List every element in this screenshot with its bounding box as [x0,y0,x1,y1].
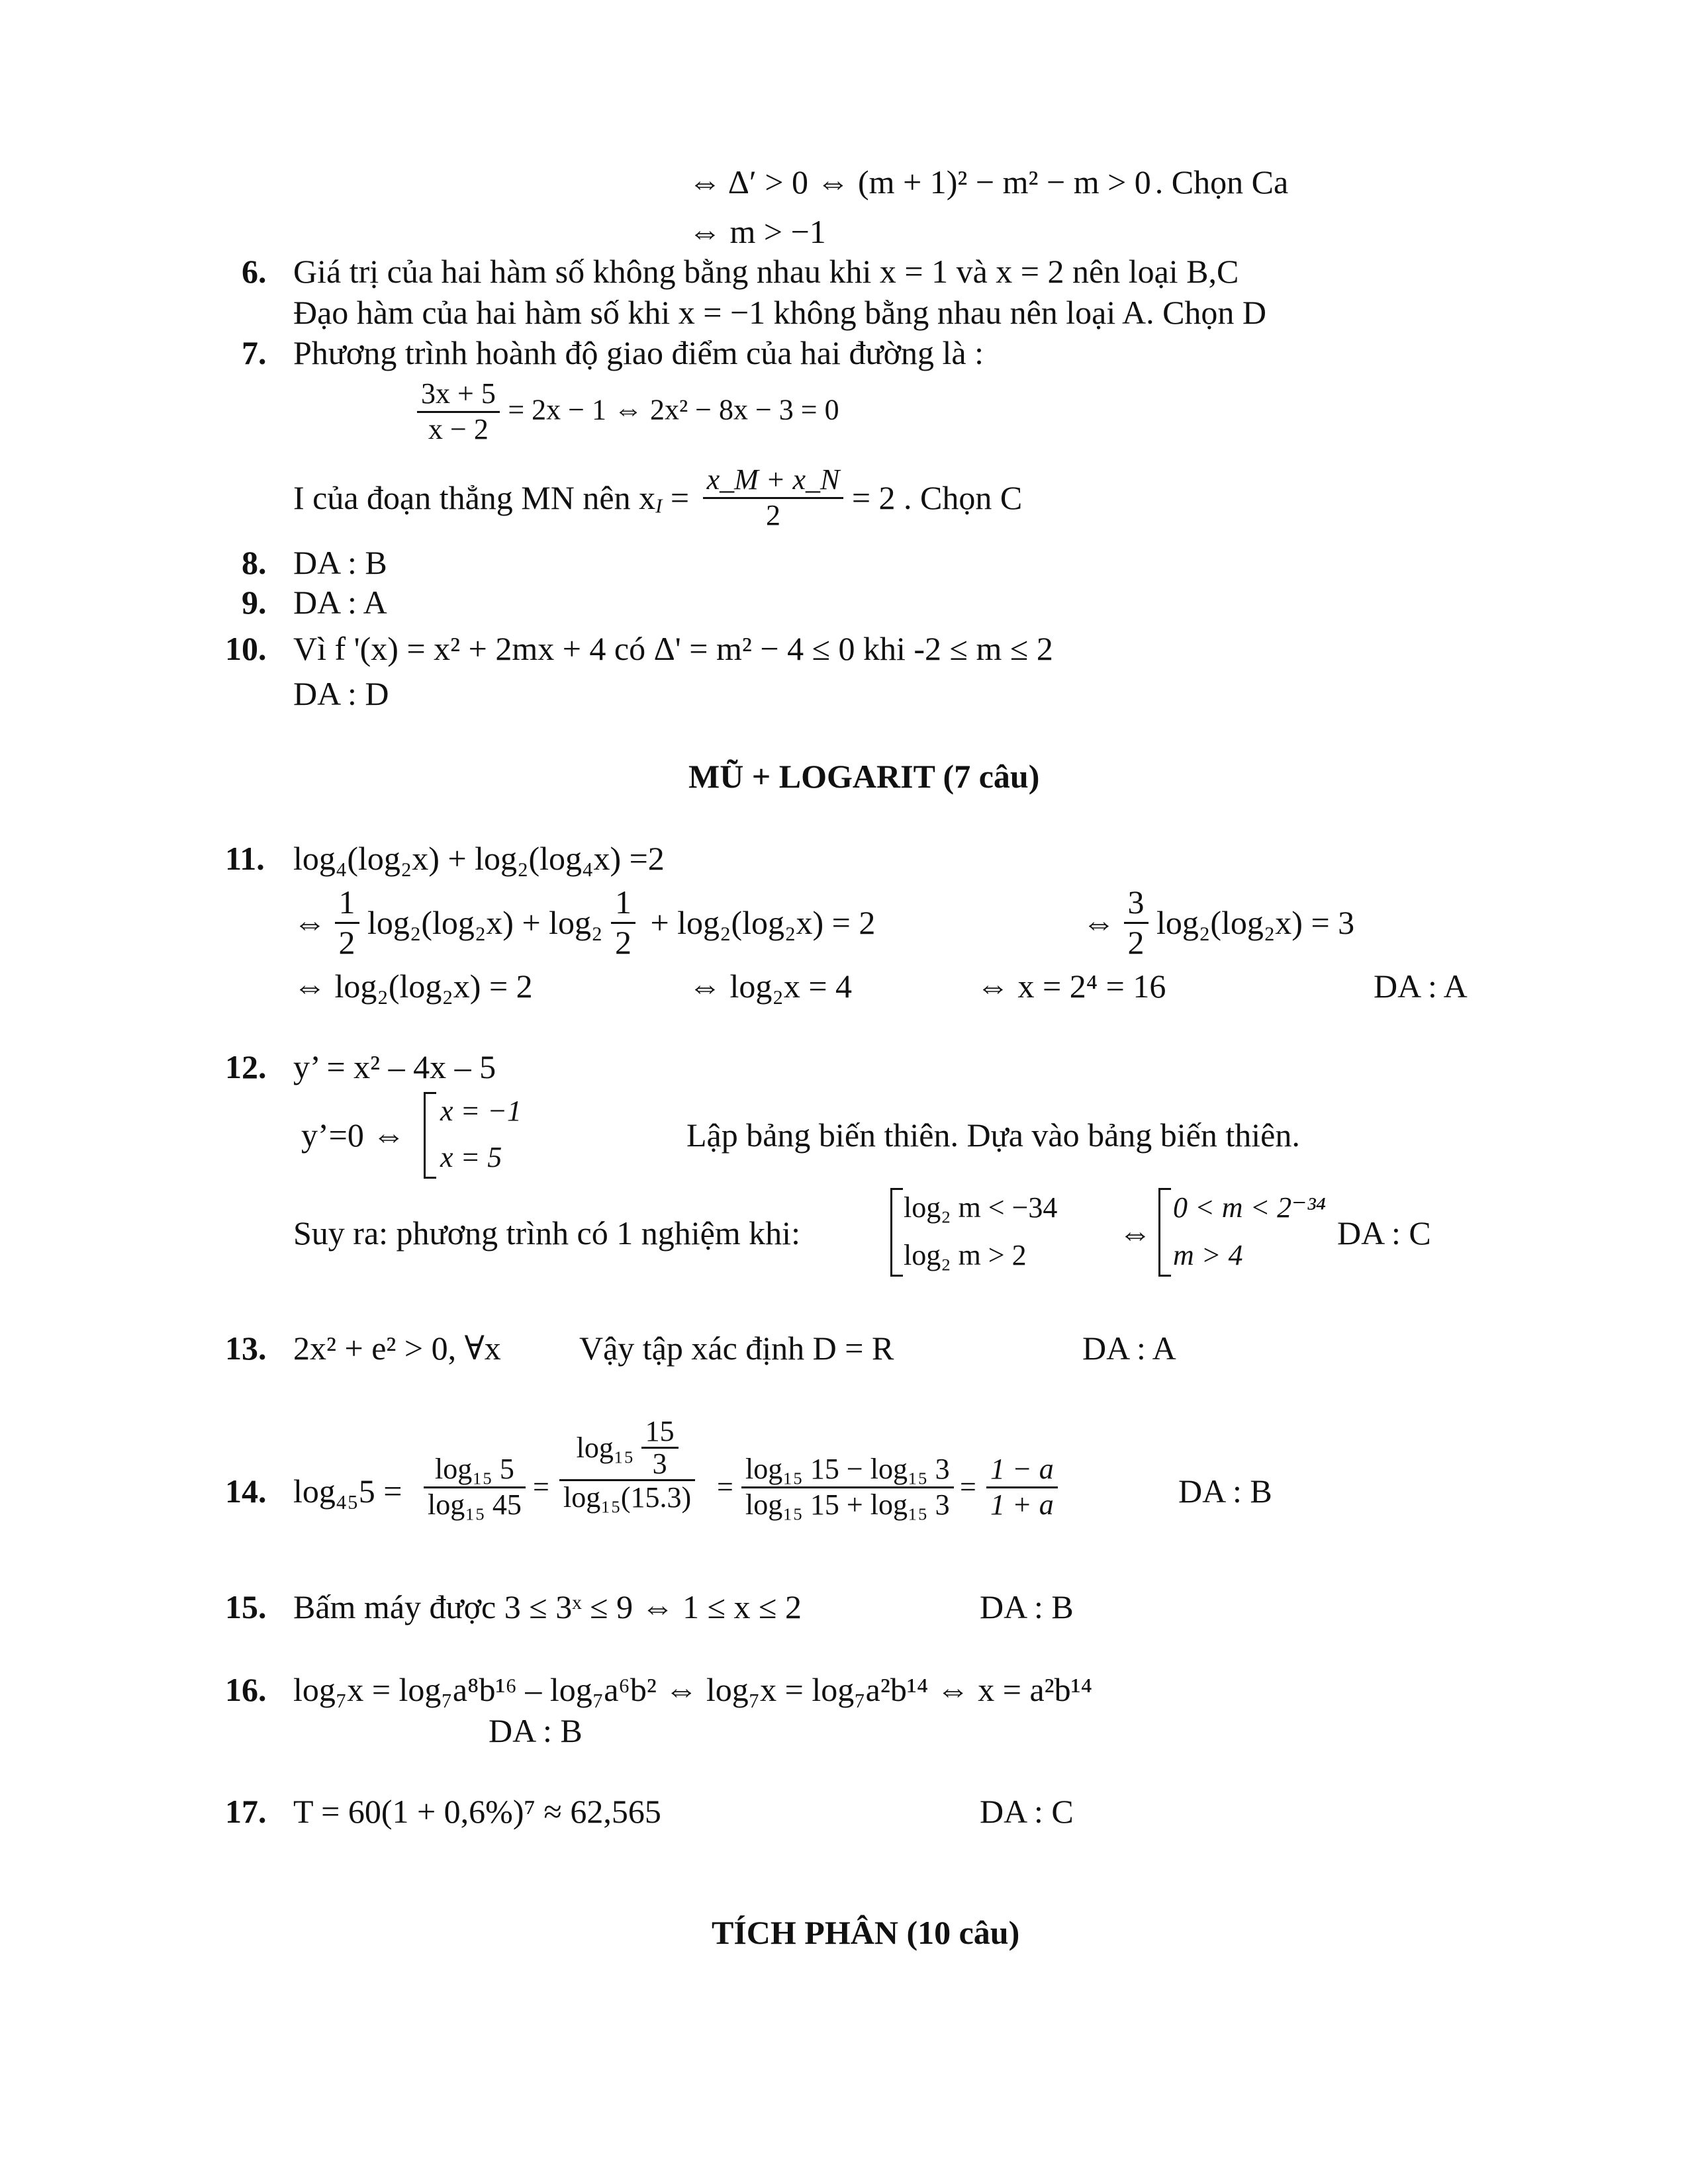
q12-cond-1: log₂ m < −34 [904,1191,1058,1224]
q7-midpoint: I của đoạn thẳng MN nên $x_I$ = $\frac{x\_M + x\_N}{2}$ = 2 . Chọn C [293,463,1023,531]
q15-number: 15. [225,1588,267,1625]
q14-eq-3: = [960,1471,976,1503]
q12-bracket-2 [890,1188,903,1277]
q8-number: 8. [242,544,267,581]
q16-answer: DA : B [489,1712,583,1749]
q17-number: 17. [225,1793,267,1830]
q14-frac-2: log₁₅ $\frac{15}{3}$ log₁₅(15.3) [559,1416,695,1515]
q7-line-1: Phương trình hoành độ giao điểm của hai đường là : [293,334,984,371]
section-heading-logarit: MŨ + LOGARIT (7 câu) [688,758,1040,795]
q7-eq-rest: = 2x − 1 ⇔ 2x² − 8x − 3 = 0 [508,393,839,426]
q12-bracket-1 [424,1092,436,1179]
q6-line-2: Đạo hàm của hai hàm số khi x = −1 không bằng nhau nên loại A. Chọn D [293,294,1267,331]
top-line-1: ⇔ Δ′ > 0 ⇔ (m + 1)² − m² − m > 0 . Chọn Ca [688,163,1289,201]
q13-number: 13. [225,1330,267,1367]
q10-number: 10. [225,630,267,667]
q6-line-1: Giá trị của hai hàm số không bằng nhau khi x = 1 và x = 2 nên loại B,C [293,253,1239,290]
q11-step-3: ⇔ x = 2⁴ = 16 [976,968,1166,1005]
q12-derivative: y’ = x² – 4x – 5 [293,1048,496,1085]
q16-text: log₇x = log₇a⁸b¹⁶ – log₇a⁶b² ⇔ log₇x = log₇a²b¹⁴ ⇔ x = a²b¹⁴ [293,1671,1093,1708]
q11-line-2: ⇔ $\frac{1}{2}$ log₂(log₂x) + log₂ $\frac{1}{2}$ + log₂(log₂x) = 2 [293,884,876,961]
q14-frac-4: $\frac{1 - a}{1 + a}$ [986,1453,1058,1522]
q12-y0: y’=0 ⇔ [301,1116,406,1154]
q8-answer: DA : B [293,544,387,581]
q7-equation [417,377,839,446]
q16-number: 16. [225,1671,267,1708]
q14-frac-1: $\frac{\text{log₁₅ 5}}{\text{log₁₅ 45}}$ [424,1453,526,1522]
q17-answer: DA : C [980,1793,1074,1830]
q17-text: T = 60(1 + 0,6%)⁷ ≈ 62,565 [293,1793,661,1830]
q11-step-1: ⇔ log₂(log₂x) = 2 [293,968,533,1005]
q13-answer: DA : A [1082,1330,1176,1367]
q13-text: 2x² + e² > 0, ∀x [293,1330,501,1367]
q7-frac-bot: x − 2 [428,412,489,445]
q14-eq-1: = [533,1471,549,1503]
q12-answer: DA : C [1337,1214,1431,1251]
q11-step-2: ⇔ log₂x = 4 [688,968,853,1005]
q12-case-1: x = −1 [440,1095,522,1127]
q14-answer: DA : B [1178,1473,1272,1510]
q14-number: 14. [225,1473,267,1510]
section-heading-tich-phan: TÍCH PHÂN (10 câu) [712,1914,1020,1951]
q7-mid-frac-bot: 2 [765,498,780,531]
q15-answer: DA : B [980,1588,1074,1625]
q11-line-2b: ⇔ $\frac{3}{2}$ log₂(log₂x) = 3 [1082,884,1355,961]
q7-mid-frac-top: x_M + x_N [703,463,844,499]
q11-line-1: log₄(log₂x) + log₂(log₄x) =2 [293,840,665,877]
q12-cond-4: m > 4 [1173,1239,1243,1271]
q14-frac-3: $\frac{\text{log₁₅ 15 − log₁₅ 3}}{\text{log₁₅ 15 + log₁₅ 3}}$ [741,1453,954,1522]
top-line-2: ⇔ m > −1 [688,213,826,250]
q7-number: 7. [242,334,267,371]
q13-domain: Vậy tập xác định D = R [579,1330,894,1367]
q12-cond-2: log₂ m > 2 [904,1239,1027,1271]
q12-note: Lập bảng biến thiên. Dựa vào bảng biến thiên. [686,1116,1300,1154]
q10-line-1: Vì f '(x) = x² + 2mx + 4 có Δ' = m² − 4 ≤ 0 khi -2 ≤ m ≤ 2 [293,630,1053,667]
q15-text: Bấm máy được 3 ≤ 3ˣ ≤ 9 ⇔ 1 ≤ x ≤ 2 [293,1588,802,1625]
q9-number: 9. [242,584,267,621]
q7-frac-top: 3x + 5 [417,377,500,413]
q14-lhs: log₄₅5 = [293,1473,402,1510]
q12-cond-3: 0 < m < 2⁻³⁴ [1173,1191,1326,1224]
q12-number: 12. [225,1048,267,1085]
q14-eq-2: = [717,1471,733,1503]
q12-suy: Suy ra: phương trình có 1 nghiệm khi: [293,1214,800,1251]
q10-answer: DA : D [293,675,389,712]
q9-answer: DA : A [293,584,387,621]
q11-number: 11. [225,840,265,877]
q11-answer: DA : A [1374,968,1468,1005]
q12-bracket-3 [1158,1188,1171,1277]
q12-case-2: x = 5 [440,1141,502,1173]
q12-iff: ⇔ [1119,1214,1152,1251]
q6-number: 6. [242,253,267,290]
